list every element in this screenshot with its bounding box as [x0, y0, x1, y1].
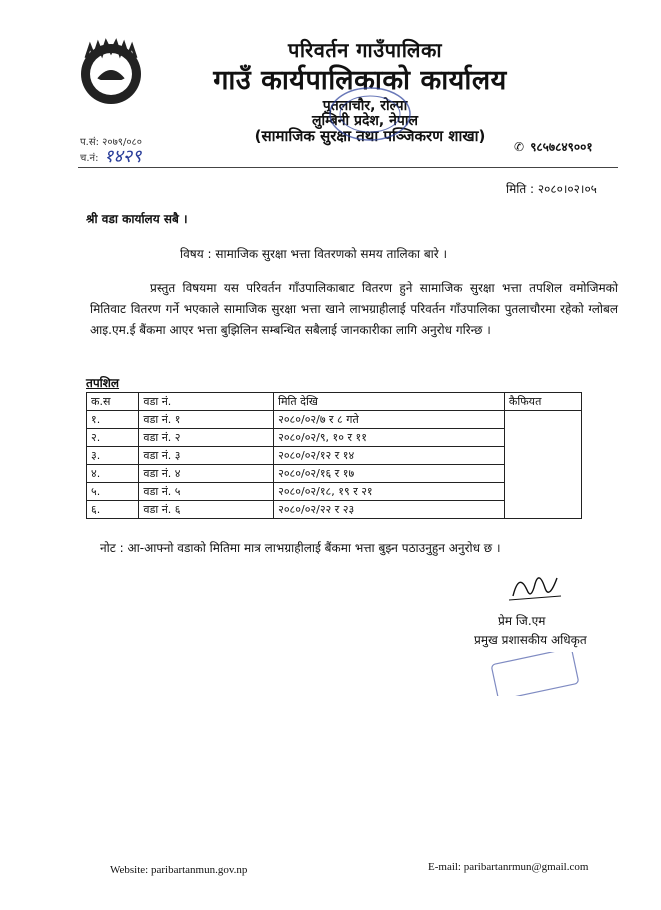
- signature-mark: [505, 566, 565, 606]
- addressee: श्री वडा कार्यालय सबै ।: [86, 212, 188, 226]
- header-date: मिति देखि: [274, 393, 505, 411]
- phone-icon: ✆: [514, 140, 525, 154]
- municipality-name: परिवर्तन गाउँपालिका: [287, 38, 443, 62]
- signatory-title: प्रमुख प्रशासकीय अधिकृत: [474, 633, 587, 647]
- table-header-row: [87, 393, 582, 411]
- header-remarks: कैफियत: [504, 393, 581, 411]
- subject-line: विषय : सामाजिक सुरक्षा भत्ता वितरणको समय तालिका बारे ।: [180, 247, 448, 261]
- cell-sn: ५.: [87, 483, 139, 501]
- cell-ward: वडा नं. ४: [139, 465, 274, 483]
- section-name: (सामाजिक सुरक्षा तथा पञ्जिकरण शाखा): [254, 127, 486, 145]
- cell-date: २०८०/०२/७ र ८ गते: [274, 411, 505, 429]
- signatory-name: प्रेम जि.एम: [498, 614, 546, 628]
- cell-sn: १.: [87, 411, 139, 429]
- table-row: [87, 411, 582, 429]
- cell-sn: २.: [87, 429, 139, 447]
- cell-sn: ३.: [87, 447, 139, 465]
- footer-website: Website: paribartanmun.gov.np: [110, 864, 248, 876]
- cell-date: २०८०/०२/१२ र १४: [274, 447, 505, 465]
- official-stamp: [325, 84, 415, 144]
- cell-remarks: [504, 411, 581, 519]
- cell-date: २०८०/०२/९, १० र ११: [274, 429, 505, 447]
- office-address: पुतलाचौर, रोल्पा: [322, 98, 408, 114]
- province-country: लुम्बिनी प्रदेश, नेपाल: [312, 113, 418, 129]
- schedule-table: [86, 392, 582, 519]
- footer-email: E-mail: paribartanrmun@gmail.com: [428, 861, 589, 873]
- signature-stamp: [490, 652, 580, 696]
- cell-ward: वडा नं. ५: [139, 483, 274, 501]
- patra-sankhya: प.सं: २०७९/०८०: [80, 137, 142, 148]
- note-text: नोट : आ-आफ्नो वडाको मितिमा मात्र लाभग्राहीलाई बैंकमा भत्ता बुझ्न पठाउनुहुन अनुरोध छ ।: [100, 541, 501, 555]
- cell-sn: ४.: [87, 465, 139, 483]
- header-sn: क.स: [87, 393, 139, 411]
- chalani-label: च.नं:: [80, 153, 99, 164]
- cell-ward: वडा नं. १: [139, 411, 274, 429]
- phone-number: [514, 138, 593, 155]
- header-ward: वडा नं.: [139, 393, 274, 411]
- cell-date: २०८०/०२/२२ र २३: [274, 501, 505, 519]
- cell-ward: वडा नं. ६: [139, 501, 274, 519]
- cell-sn: ६.: [87, 501, 139, 519]
- chalani-number: १४२९: [104, 146, 142, 167]
- office-name: गाउँ कार्यपालिकाको कार्यालय: [213, 65, 507, 96]
- cell-ward: वडा नं. २: [139, 429, 274, 447]
- header-divider: [78, 167, 618, 168]
- table-title: तपशिल: [86, 376, 120, 390]
- nepal-emblem-logo: [76, 38, 146, 108]
- letter-body: प्रस्तुत विषयमा यस परिवर्तन गाँउपालिकाबाट वितरण हुने सामाजिक सुरक्षा भत्ता तपशिल वमोजिमको मितिवाट वितरण गर्ने भएकाले सामाजिक सुरक्षा भत्ता खाने लाभग्राहीलाई परिवर्तन गाँउपालिका पुतलाचौरमा रहेको ग्लोबल आइ.एम.ई बैंकमा आएर भत्ता बुझिलिन सम्बन्धित सबैलाई जानकारीका लागि अनुरोध गरिन्छ ।: [90, 281, 618, 337]
- cell-ward: वडा नं. ३: [139, 447, 274, 465]
- phone-number-text: ९८५७८४९००१: [530, 140, 593, 154]
- cell-date: २०८०/०२/१६ र १७: [274, 465, 505, 483]
- cell-date: २०८०/०२/१८, १९ र २१: [274, 483, 505, 501]
- letter-date: मिति : २०८०।०२।०५: [506, 182, 597, 196]
